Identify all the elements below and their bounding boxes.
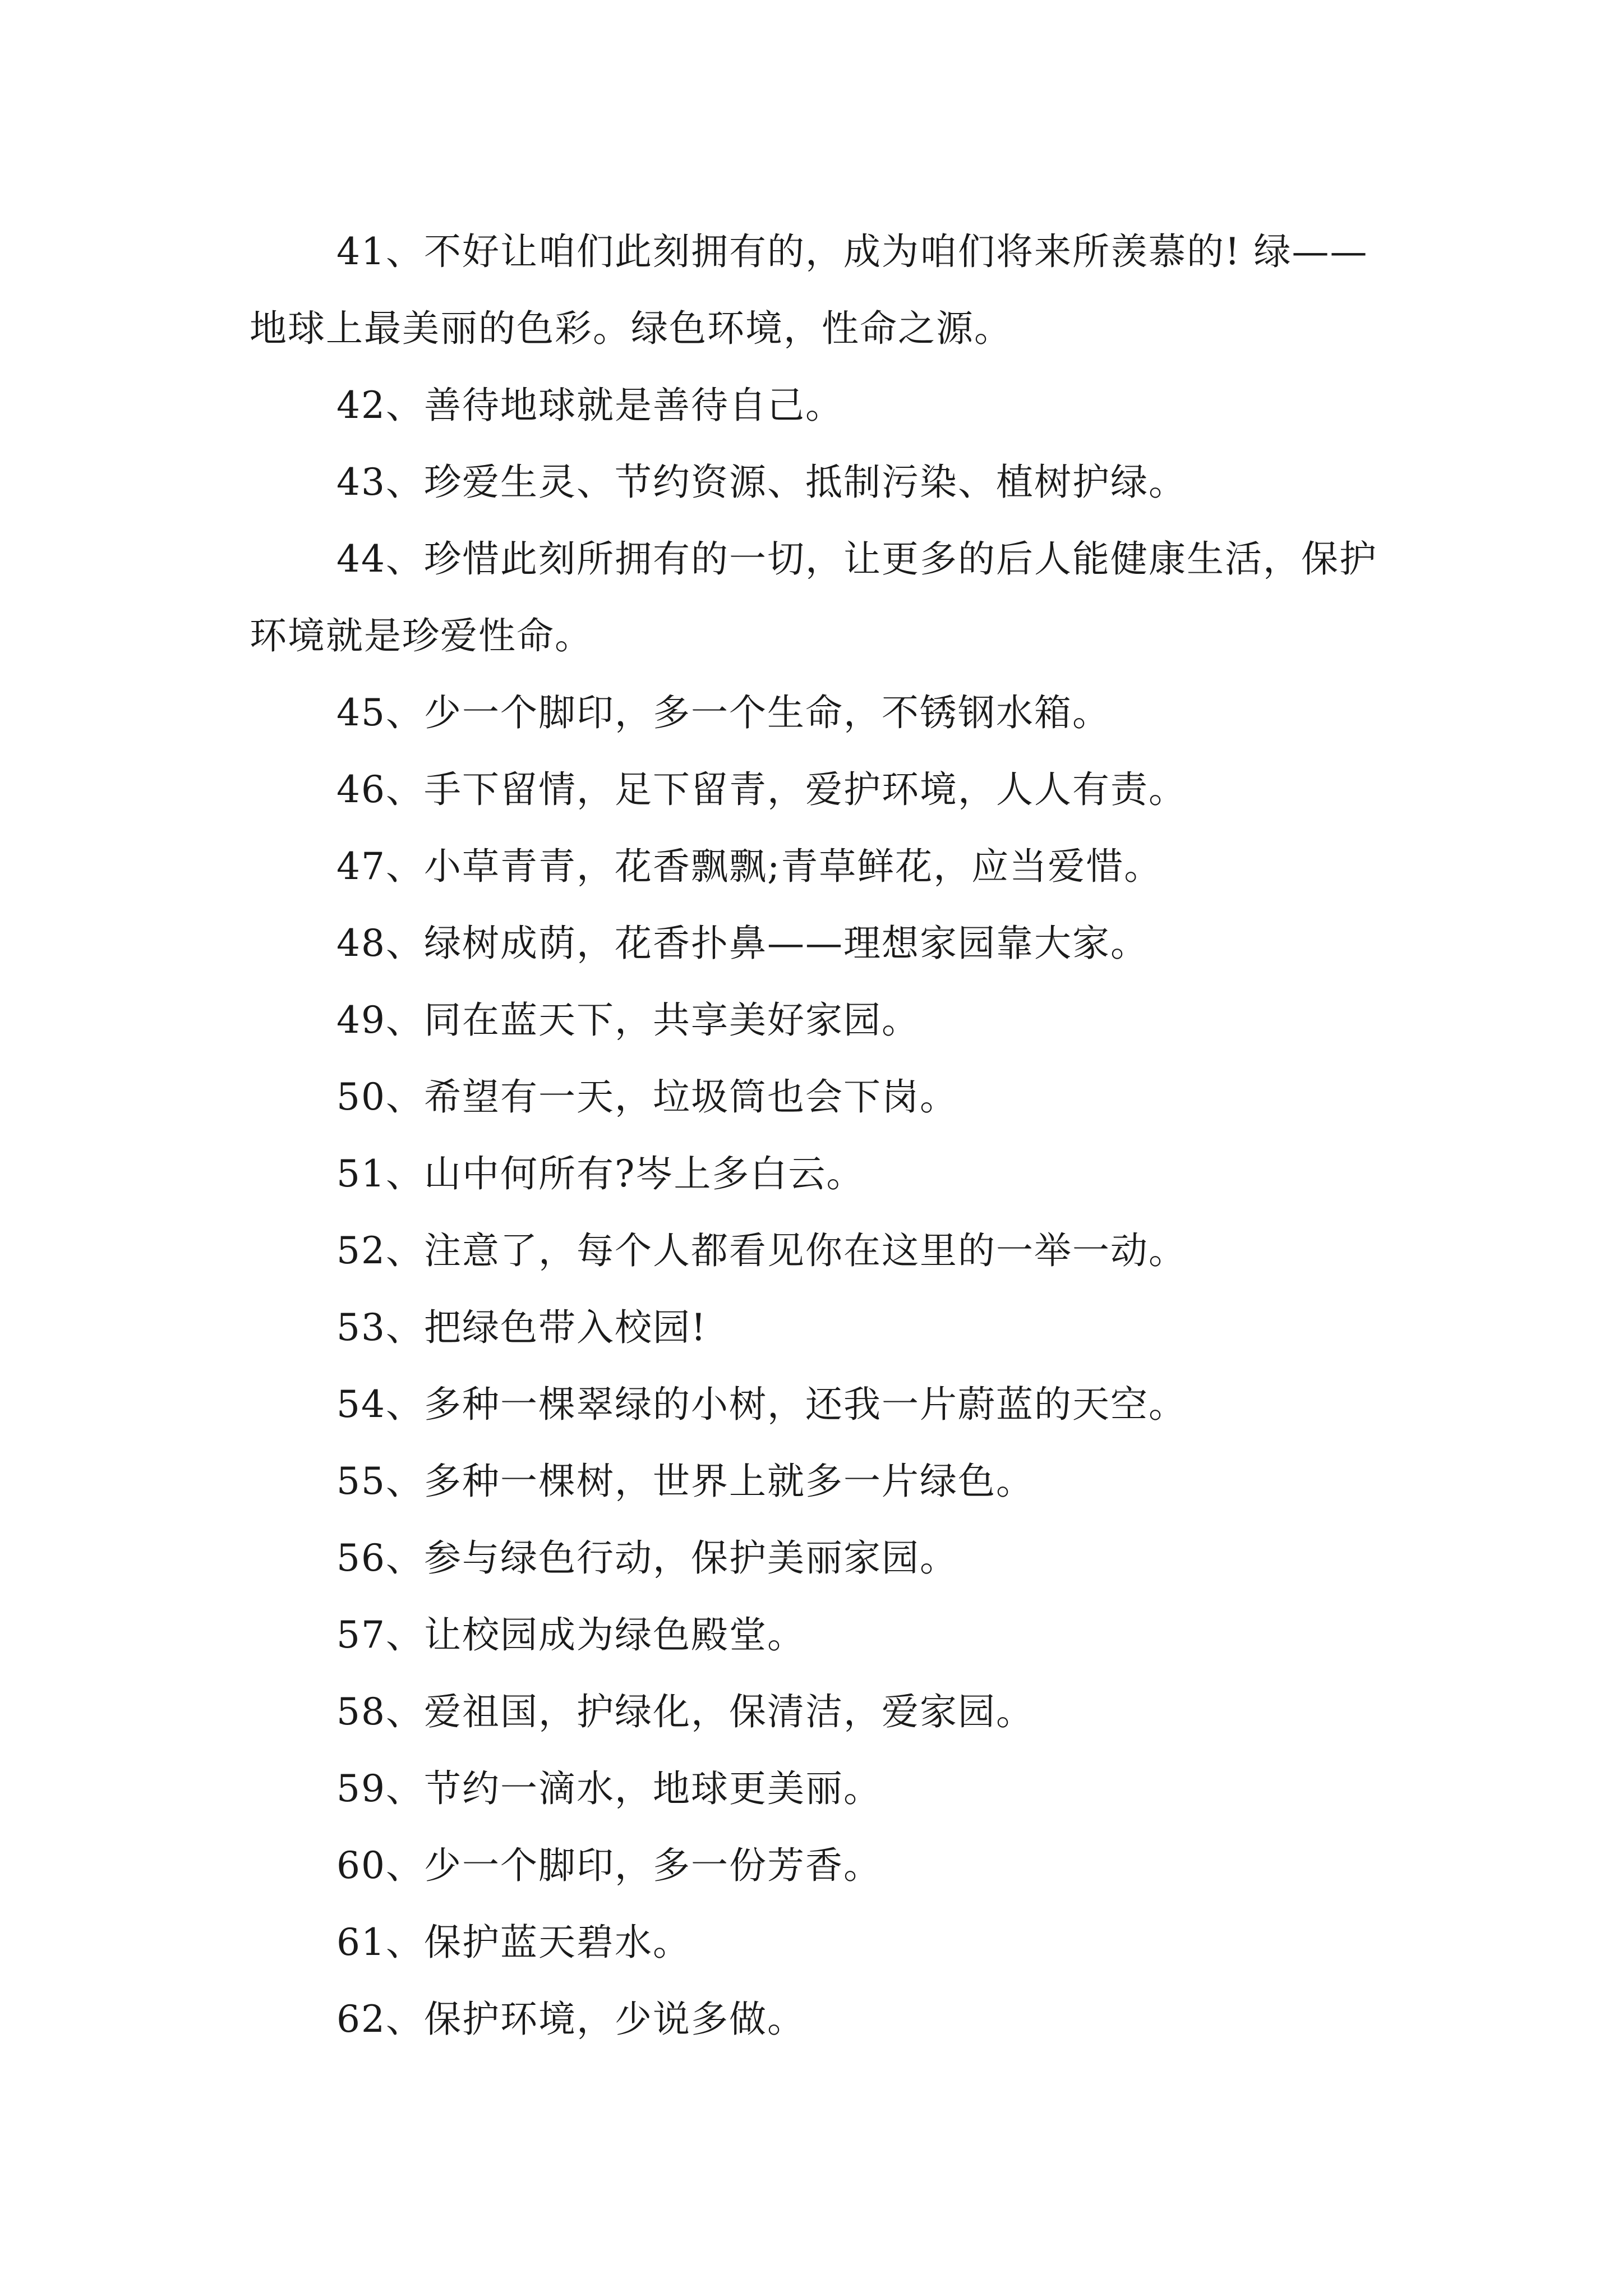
- paragraph: 45、少一个脚印，多一个生命，不锈钢水箱。: [336, 691, 1110, 734]
- paragraph: 61、保护蓝天碧水。: [336, 1921, 691, 1964]
- paragraph: 52、注意了，每个人都看见你在这里的一举一动。: [336, 1229, 1187, 1272]
- paragraph: 56、参与绿色行动，保护美丽家园。: [336, 1536, 958, 1580]
- paragraph: 53、把绿色带入校园!: [336, 1306, 707, 1349]
- paragraph: 55、多种一棵树，世界上就多一片绿色。: [336, 1460, 1034, 1503]
- paragraph: 47、小草青青，花香飘飘;青草鲜花，应当爱惜。: [336, 845, 1163, 888]
- paragraph: 43、珍爱生灵、节约资源、抵制污染、植树护绿。: [336, 461, 1187, 504]
- paragraph: 48、绿树成荫，花香扑鼻——理想家园靠大家。: [336, 922, 1149, 965]
- paragraph: 41、不好让咱们此刻拥有的，成为咱们将来所羡慕的! 绿——地球上最美丽的色彩。绿色环境，性命之源。: [250, 230, 1368, 350]
- paragraph: 59、节约一滴水，地球更美丽。: [336, 1767, 882, 1810]
- paragraph: 50、希望有一天，垃圾筒也会下岗。: [336, 1075, 958, 1119]
- paragraph: 49、同在蓝天下，共享美好家园。: [336, 999, 920, 1042]
- document-body: [250, 213, 1388, 2058]
- paragraph: 42、善待地球就是善待自己。: [336, 384, 843, 427]
- paragraph: 51、山中何所有?岑上多白云。: [336, 1152, 865, 1195]
- paragraph: 60、少一个脚印，多一份芳香。: [336, 1844, 882, 1887]
- paragraph: 44、珍惜此刻所拥有的一切，让更多的后人能健康生活，保护环境就是珍爱性命。: [250, 537, 1377, 657]
- paragraph: 57、让校园成为绿色殿堂。: [336, 1613, 805, 1657]
- paragraph: 46、手下留情，足下留青，爱护环境，人人有责。: [336, 768, 1187, 811]
- paragraph: 54、多种一棵翠绿的小树，还我一片蔚蓝的天空。: [336, 1383, 1187, 1426]
- paragraph: 58、爱祖国，护绿化，保清洁，爱家园。: [336, 1690, 1034, 1733]
- paragraph: 62、保护环境，少说多做。: [336, 1998, 805, 2041]
